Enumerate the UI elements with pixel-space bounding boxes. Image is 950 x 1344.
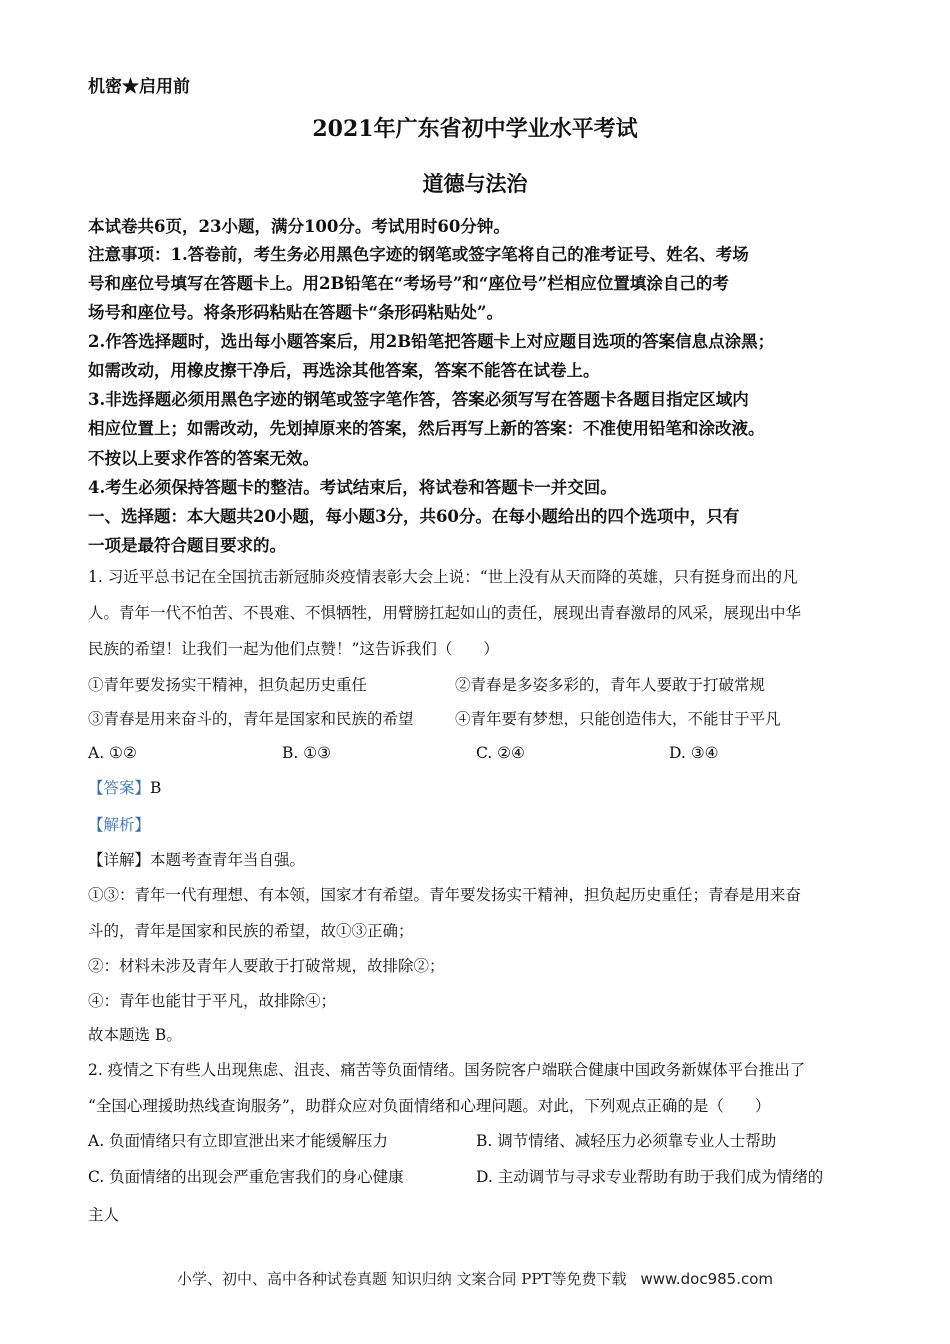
exam-title: 2021年广东省初中学业水平考试 [312,116,638,142]
statement-1: ①青年要发扬实干精神，担负起历史重任 [88,676,368,694]
instruction-line: 注意事项：1.答卷前，考生务必用黑色字迹的钢笔或签字笔将自己的准考证号、姓名、考场 [88,245,749,264]
footer-url[interactable]: www.doc985.com [640,1270,774,1288]
instruction-line: 3.非选择题必须用黑色字迹的钢笔或签字笔作答，答案必须写写在答题卡各题目指定区域内 [88,390,749,409]
analysis-text: ①③：青年一代有理想、有本领，国家才有希望。青年要发扬实干精神，担负起历史重任；青春是用来奋 [88,886,802,904]
confidential-label: 机密★启用前 [88,77,190,97]
question-stem-line: 2. 疫情之下有些人出现焦虑、沮丧、痛苦等负面情绪。国务院客户端联合健康中国政务新媒体平台推出了 [88,1061,806,1079]
exam-subject: 道德与法治 [422,171,528,196]
instruction-line: 4.考生必须保持答题卡的整洁。考试结束后，将试卷和答题卡一并交回。 [88,478,617,497]
instruction-line: 不按以上要求作答的答案无效。 [88,449,319,468]
option-a: A. 负面情绪只有立即宣泄出来才能缓解压力 [88,1132,389,1150]
instruction-line: 号和座位号填写在答题卡上。用2B铅笔在“考场号”和“座位号”栏相应位置填涂自己的考 [88,274,729,293]
instruction-line: 场号和座位号。将条形码粘贴在答题卡“条形码粘贴处”。 [88,303,503,322]
question-stem-line: 民族的希望！让我们一起为他们点赞！”这告诉我们（ ） [88,640,499,658]
instruction-line: 相应位置上；如需改动，先划掉原来的答案，然后再写上新的答案：不准使用铅笔和涂改液。 [88,419,765,438]
option-b: B. ①③ [282,744,332,762]
analysis-text: 故本题选 B。 [88,1026,182,1044]
analysis-line [88,814,150,836]
analysis-text: 【详解】本题考查青年当自强。 [88,851,306,869]
option-c: C. ②④ [476,744,525,762]
instruction-line: 2.作答选择题时，选出每小题答案后，用2B铅笔把答题卡上对应题目选项的答案信息点涂黑； [88,332,775,351]
question-stem-line: 人。青年一代不怕苦、不畏难、不惧牺牲，用臂膀扛起如山的责任，展现出青春激昂的风采，展现出中华 [88,604,802,622]
analysis-text: 斗的，青年是国家和民族的希望，故①③正确； [88,922,414,940]
footer-text: 小学、初中、高中各种试卷真题 知识归纳 文案合同 PPT等免费下载 [176,1270,627,1288]
section-line: 一项是最符合题目要求的。 [88,536,286,555]
statement-2: ②青春是多姿多彩的，青年人要敢于打破常规 [455,676,766,694]
analysis-tag: 【解析】 [88,816,151,834]
question-stem-line: “全国心理援助热线查询服务”，助群众应对负面情绪和心理问题。对此，下列观点正确的是（ ） [88,1097,771,1115]
option-d: D. ③④ [669,744,719,762]
option-c: C. 负面情绪的出现会严重危害我们的身心健康 [88,1168,404,1186]
page-footer [0,1268,950,1289]
question-stem-line: 1. 习近平总书记在全国抗击新冠肺炎疫情表彰大会上说：“世上没有从天而降的英雄，只有挺身而出的凡 [88,568,798,586]
statement-3: ③青春是用来奋斗的，青年是国家和民族的希望 [88,710,414,728]
answer-tag: 【答案】 [88,779,151,797]
option-d-continued: 主人 [88,1206,120,1224]
section-line: 一、选择题：本大题共20小题，每小题3分，共60分。在每小题给出的四个选项中，只有 [88,507,740,526]
instruction-line: 本试卷共6页，23小题，满分100分。考试用时60分钟。 [88,217,510,236]
option-a: A. ①② [88,744,137,762]
analysis-text: ②：材料未涉及青年人要敢于打破常规，故排除②； [88,957,445,975]
answer-value: B [150,779,162,797]
statement-4: ④青年要有梦想，只能创造伟大，不能甘于平凡 [455,710,781,728]
analysis-text: ④：青年也能甘于平凡，故排除④； [88,992,337,1010]
instruction-line: 如需改动，用橡皮擦干净后，再选涂其他答案，答案不能答在试卷上。 [88,361,600,380]
option-d: D. 主动调节与寻求专业帮助有助于我们成为情绪的 [476,1168,824,1186]
option-b: B. 调节情绪、减轻压力必须靠专业人士帮助 [476,1132,777,1150]
answer-line [88,777,161,799]
